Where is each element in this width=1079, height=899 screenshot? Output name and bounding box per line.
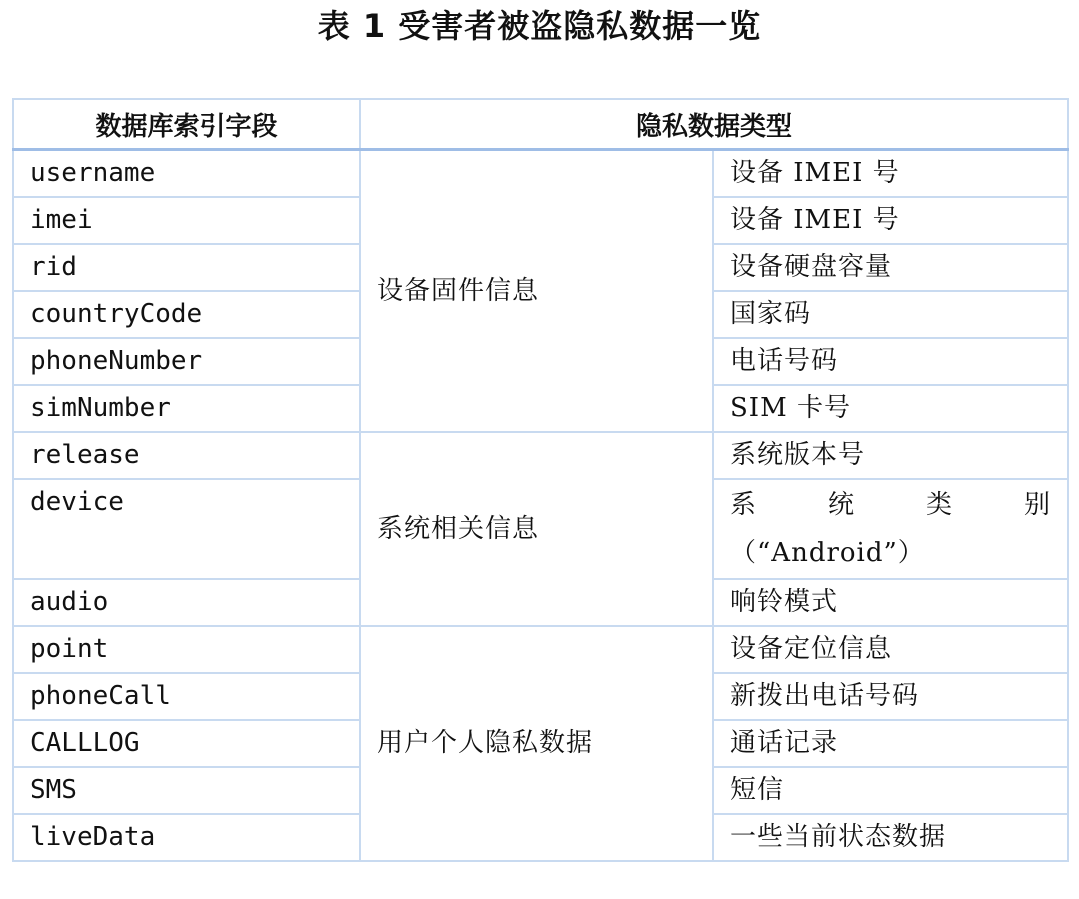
field-cell: liveData [13,814,360,861]
field-cell: phoneNumber [13,338,360,385]
privacy-type-cell: 设备 IMEI 号 [713,150,1068,198]
header-privacy-type: 隐私数据类型 [360,99,1068,150]
privacy-type-cell: SIM 卡号 [713,385,1068,432]
table-row [13,626,1068,673]
field-cell: SMS [13,767,360,814]
header-field: 数据库索引字段 [13,99,360,150]
category-cell: 设备固件信息 [360,150,713,433]
privacy-type-cell: 短信 [713,767,1068,814]
field-cell: CALLLOG [13,720,360,767]
field-cell: audio [13,579,360,626]
privacy-type-cell [713,479,1068,579]
privacy-type-cell: 响铃模式 [713,579,1068,626]
privacy-type-cell: 设备定位信息 [713,626,1068,673]
privacy-type-cell: 一些当前状态数据 [713,814,1068,861]
field-cell: username [13,150,360,198]
table-title: 表 1 受害者被盗隐私数据一览 [317,7,762,45]
field-cell: rid [13,244,360,291]
privacy-type-cell: 新拨出电话号码 [713,673,1068,720]
category-cell: 用户个人隐私数据 [360,626,713,861]
privacy-type-char: 系 [730,490,758,520]
field-cell: point [13,626,360,673]
privacy-type-cell: 系统版本号 [713,432,1068,479]
privacy-type-cell: 设备硬盘容量 [713,244,1068,291]
table-row [13,432,1068,479]
privacy-type-char: 类 [926,490,954,520]
field-cell: phoneCall [13,673,360,720]
privacy-type-line-2: （“Android”） [730,538,925,568]
privacy-type-cell: 设备 IMEI 号 [713,197,1068,244]
privacy-data-table [12,98,1069,862]
field-cell: simNumber [13,385,360,432]
field-cell: release [13,432,360,479]
field-cell: device [13,479,360,579]
header-row [13,99,1068,150]
privacy-type-cell: 通话记录 [713,720,1068,767]
privacy-type-char: 别 [1024,490,1052,520]
privacy-type-char: 统 [828,490,856,520]
category-cell: 系统相关信息 [360,432,713,626]
field-cell: imei [13,197,360,244]
privacy-type-cell: 国家码 [713,291,1068,338]
field-cell: countryCode [13,291,360,338]
privacy-type-line-1 [730,481,1067,529]
table-row [13,150,1068,198]
privacy-type-cell: 电话号码 [713,338,1068,385]
